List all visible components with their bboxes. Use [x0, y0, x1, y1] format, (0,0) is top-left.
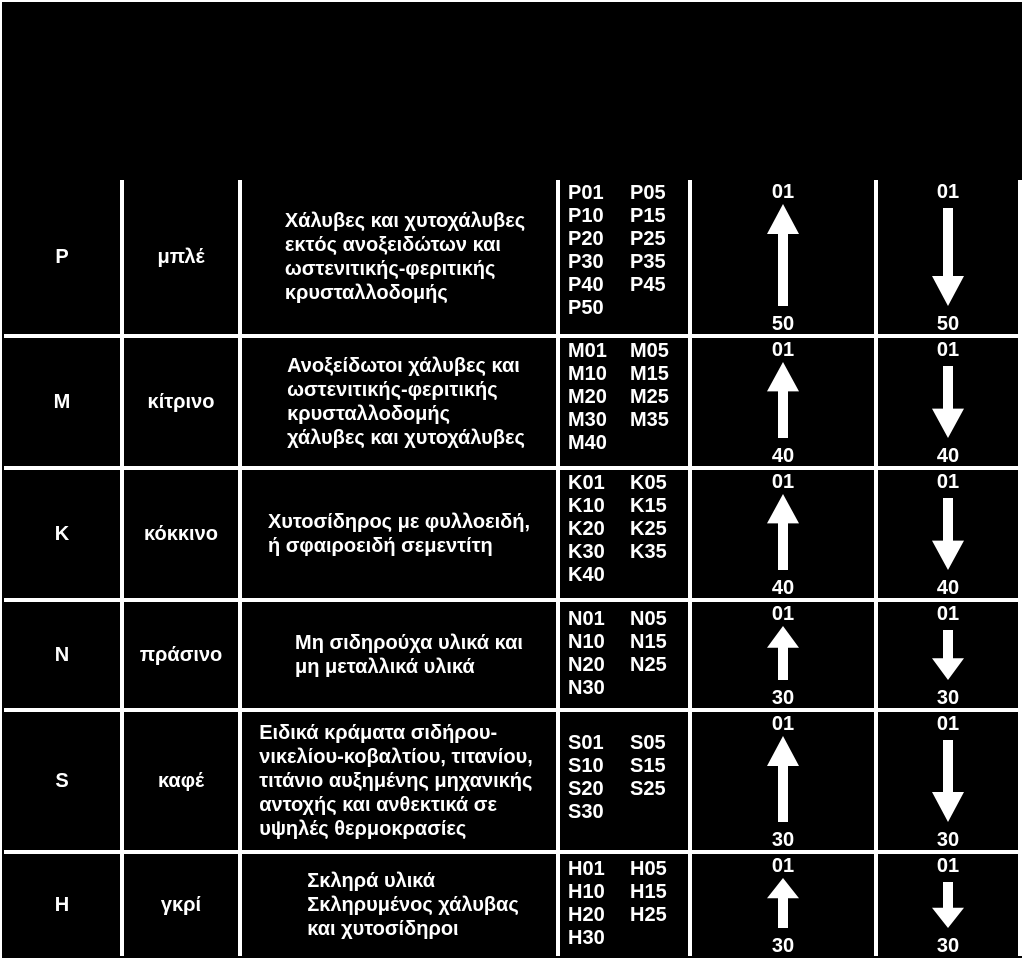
group-color-name: καφέ: [157, 770, 205, 792]
group-letter-cell: [4, 854, 120, 956]
description-line: μη μεταλλικά υλικά: [295, 656, 475, 678]
range-bottom-label: 30: [771, 935, 795, 956]
down-arrow-icon: [932, 740, 964, 822]
range-top-label: 01: [936, 181, 960, 203]
material-description: [268, 510, 530, 558]
group-letter: M: [53, 391, 71, 413]
group-letter-cell: [4, 180, 120, 334]
range-top-label: 01: [771, 181, 795, 203]
material-description-cell: [242, 470, 556, 598]
application-code: K35: [630, 541, 667, 563]
range-up-cell: [692, 854, 874, 956]
group-color-cell: [124, 602, 238, 708]
description-line: και χυτοσίδηροι: [307, 918, 459, 940]
group-letter-cell: [4, 712, 120, 850]
application-code: M15: [630, 363, 669, 385]
material-description: [295, 631, 523, 679]
application-code: H05: [630, 858, 667, 880]
application-codes-cell: [560, 470, 688, 598]
down-arrow-graphic: [878, 470, 1018, 598]
description-line: Χυτοσίδηρος με φυλλοειδή,: [267, 511, 531, 533]
range-bottom-label: 30: [936, 935, 960, 956]
application-code: S15: [630, 755, 666, 777]
range-bottom-label: 30: [771, 687, 795, 708]
down-arrow-icon: [932, 630, 964, 680]
application-code: N25: [630, 654, 667, 676]
application-code: M10: [568, 363, 607, 385]
down-arrow-graphic: [878, 180, 1018, 334]
application-code: H20: [568, 904, 605, 926]
application-code: S10: [568, 755, 604, 777]
range-bottom-label: 30: [936, 687, 960, 708]
range-up-cell: [692, 470, 874, 598]
application-code: K05: [630, 472, 667, 494]
group-letter: S: [55, 770, 69, 792]
group-letter-cell: [4, 338, 120, 466]
description-line: Σκληρά υλικά: [307, 870, 436, 892]
application-code: K15: [630, 495, 667, 517]
range-down-cell: [878, 470, 1018, 598]
application-codes: [568, 472, 680, 587]
range-bottom-label: 40: [936, 577, 960, 598]
range-down-cell: [878, 180, 1018, 334]
down-arrow-icon: [932, 208, 964, 306]
application-code: K30: [568, 541, 605, 563]
application-code: N01: [568, 608, 605, 630]
application-code: M40: [568, 432, 607, 454]
group-letter-cell: [4, 602, 120, 708]
material-description: [259, 721, 533, 841]
application-code: N20: [568, 654, 605, 676]
range-up-cell: [692, 712, 874, 850]
description-line: Χάλυβες και χυτοχάλυβες: [284, 210, 526, 232]
group-letter: H: [54, 894, 70, 916]
group-letter: P: [55, 246, 69, 268]
range-bottom-label: 30: [771, 829, 795, 850]
range-top-label: 01: [771, 471, 795, 493]
up-arrow-graphic: [692, 712, 874, 850]
down-arrow-graphic: [878, 712, 1018, 850]
up-arrow-icon: [767, 626, 799, 680]
range-top-label: 01: [936, 713, 960, 735]
application-codes: [568, 858, 680, 950]
range-bottom-label: 50: [771, 313, 795, 334]
material-description: [307, 869, 519, 941]
description-line: νικελίου-κοβαλτίου, τιτανίου,: [259, 746, 533, 768]
application-code: S30: [568, 801, 604, 823]
down-arrow-icon: [932, 882, 964, 928]
range-up-cell: [692, 602, 874, 708]
range-bottom-label: 40: [771, 577, 795, 598]
application-code: K20: [568, 518, 605, 540]
down-arrow-graphic: [878, 338, 1018, 466]
application-codes-cell: [560, 338, 688, 466]
application-code: P40: [568, 274, 604, 296]
description-line: κρυσταλλοδομής: [287, 403, 451, 425]
application-code: H30: [568, 927, 605, 949]
range-top-label: 01: [771, 603, 795, 625]
range-bottom-label: 40: [771, 445, 795, 466]
application-code: H01: [568, 858, 605, 880]
range-down-cell: [878, 854, 1018, 956]
application-codes: [568, 732, 680, 824]
up-arrow-graphic: [692, 338, 874, 466]
application-code: P15: [630, 205, 666, 227]
application-code: M20: [568, 386, 607, 408]
group-color-cell: [124, 180, 238, 334]
up-arrow-icon: [767, 494, 799, 570]
material-description-cell: [242, 180, 556, 334]
up-arrow-icon: [767, 362, 799, 438]
up-arrow-graphic: [692, 470, 874, 598]
application-codes: [568, 608, 680, 700]
group-color-cell: [124, 338, 238, 466]
application-code: N30: [568, 677, 605, 699]
application-code: P05: [630, 182, 666, 204]
group-color-name: κόκκινο: [144, 523, 218, 545]
application-code: P20: [568, 228, 604, 250]
description-line: ωστενιτικής-φεριτικής: [284, 258, 496, 280]
application-codes: [568, 340, 680, 455]
application-codes-cell: [560, 180, 688, 334]
range-top-label: 01: [936, 471, 960, 493]
range-bottom-label: 40: [936, 445, 960, 466]
range-top-label: 01: [771, 855, 795, 877]
down-arrow-graphic: [878, 854, 1018, 956]
range-top-label: 01: [936, 339, 960, 361]
range-down-cell: [878, 338, 1018, 466]
group-color-name: μπλέ: [157, 246, 205, 268]
group-color-name: κίτρινο: [147, 391, 215, 413]
application-code: P30: [568, 251, 604, 273]
application-code: M30: [568, 409, 607, 431]
range-top-label: 01: [771, 713, 795, 735]
down-arrow-icon: [932, 366, 964, 438]
application-code: N10: [568, 631, 605, 653]
application-codes: [568, 182, 680, 320]
application-codes-cell: [560, 602, 688, 708]
application-code: P01: [568, 182, 604, 204]
group-letter: N: [54, 644, 70, 666]
application-code: P10: [568, 205, 604, 227]
description-line: εκτός ανοξειδώτων και: [284, 234, 501, 256]
application-codes-cell: [560, 854, 688, 956]
up-arrow-icon: [767, 736, 799, 822]
group-color-cell: [124, 712, 238, 850]
application-code: M01: [568, 340, 607, 362]
application-code: K10: [568, 495, 605, 517]
application-code: H10: [568, 881, 605, 903]
range-up-cell: [692, 180, 874, 334]
description-line: Μη σιδηρούχα υλικά και: [295, 632, 523, 654]
material-description-cell: [242, 338, 556, 466]
application-code: P50: [568, 297, 604, 319]
application-code: S20: [568, 778, 604, 800]
material-description: [285, 209, 525, 305]
application-code: P35: [630, 251, 666, 273]
up-arrow-graphic: [692, 854, 874, 956]
description-line: ωστενιτικής-φεριτικής: [287, 379, 498, 401]
description-line: υψηλές θερμοκρασίες: [259, 818, 467, 840]
application-code: H15: [630, 881, 667, 903]
group-color-name: γκρί: [160, 894, 202, 916]
group-color-name: πράσινο: [139, 644, 223, 666]
range-top-label: 01: [936, 855, 960, 877]
range-down-cell: [878, 712, 1018, 850]
description-line: τιτάνιο αυξημένης μηχανικής: [259, 770, 533, 792]
application-code: S05: [630, 732, 666, 754]
application-code: H25: [630, 904, 667, 926]
iso-material-table: [4, 180, 1022, 956]
description-line: αντοχής και ανθεκτικά σε: [259, 794, 497, 816]
down-arrow-icon: [932, 498, 964, 570]
application-code: K01: [568, 472, 605, 494]
range-bottom-label: 50: [936, 313, 960, 334]
material-description-cell: [242, 712, 556, 850]
application-code: K40: [568, 564, 605, 586]
material-description-cell: [242, 602, 556, 708]
range-top-label: 01: [936, 603, 960, 625]
up-arrow-graphic: [692, 602, 874, 708]
application-code: M25: [630, 386, 669, 408]
description-line: κρυσταλλοδομής: [284, 282, 448, 304]
down-arrow-graphic: [878, 602, 1018, 708]
application-code: P45: [630, 274, 666, 296]
application-code: S25: [630, 778, 666, 800]
description-line: χάλυβες και χυτοχάλυβες: [287, 427, 525, 449]
description-line: Σκληρυμένος χάλυβας: [307, 894, 519, 916]
up-arrow-graphic: [692, 180, 874, 334]
up-arrow-icon: [767, 878, 799, 928]
range-bottom-label: 30: [936, 829, 960, 850]
description-line: Ανοξείδωτοι χάλυβες και: [287, 355, 520, 377]
group-color-cell: [124, 470, 238, 598]
group-color-cell: [124, 854, 238, 956]
range-down-cell: [878, 602, 1018, 708]
range-top-label: 01: [771, 339, 795, 361]
application-code: K25: [630, 518, 667, 540]
up-arrow-icon: [767, 204, 799, 306]
application-code: N15: [630, 631, 667, 653]
application-code: M35: [630, 409, 669, 431]
application-code: N05: [630, 608, 667, 630]
blank-header-area: [2, 2, 1022, 178]
application-codes-cell: [560, 712, 688, 850]
group-letter: K: [54, 523, 70, 545]
material-description: [287, 354, 525, 450]
application-code: P25: [630, 228, 666, 250]
application-code: S01: [568, 732, 604, 754]
group-letter-cell: [4, 470, 120, 598]
range-up-cell: [692, 338, 874, 466]
material-description-cell: [242, 854, 556, 956]
description-line: ή σφαιροειδή σεμεντίτη: [267, 535, 493, 557]
description-line: Ειδικά κράματα σιδήρου-: [259, 722, 498, 744]
application-code: M05: [630, 340, 669, 362]
